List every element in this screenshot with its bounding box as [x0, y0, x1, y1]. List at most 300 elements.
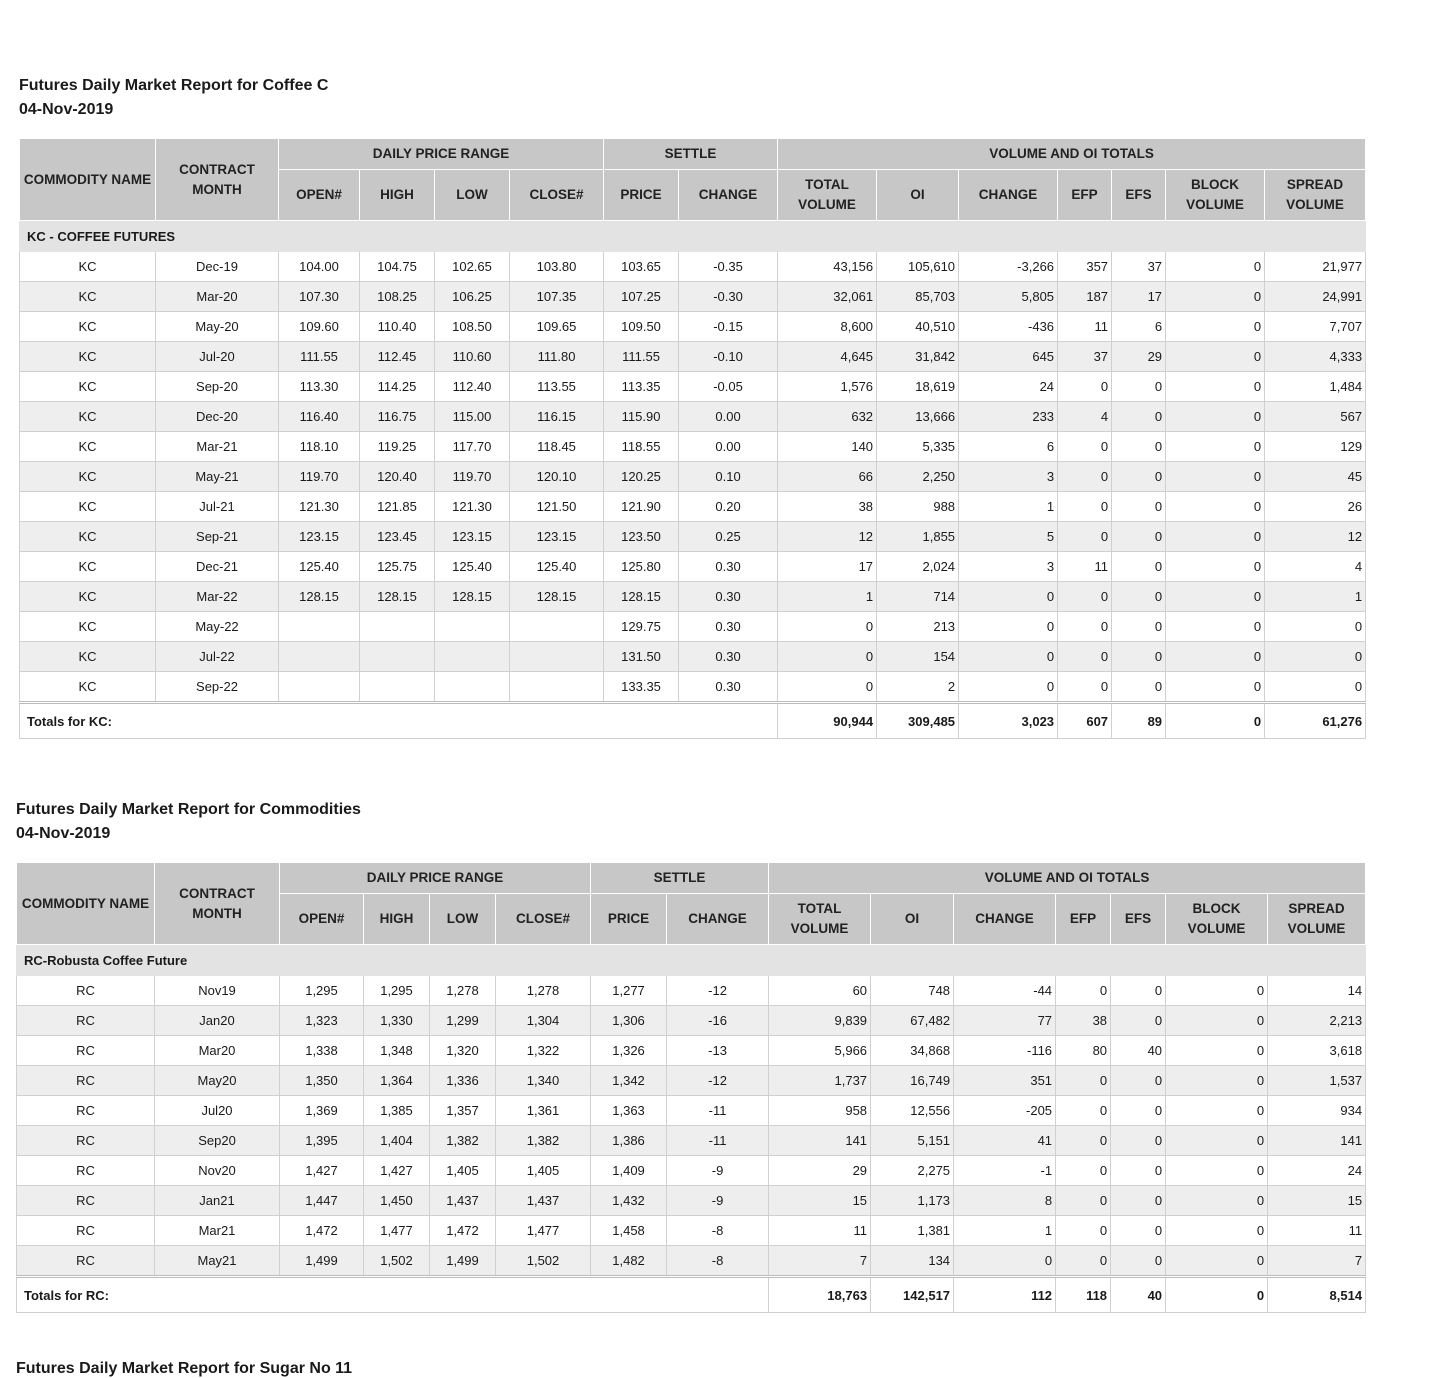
cell-efs: 0 [1112, 582, 1166, 612]
cell-total-volume: 43,156 [778, 252, 877, 282]
cell-oi-change: 0 [959, 612, 1058, 642]
cell-oi-change: -205 [954, 1096, 1056, 1126]
cell-efp: 80 [1056, 1036, 1111, 1066]
header-total-volume: TOTAL VOLUME [769, 894, 871, 945]
cell-settle-price: 1,482 [591, 1246, 667, 1277]
cell-spread-volume: 7 [1268, 1246, 1366, 1277]
cell-close: 125.40 [510, 552, 604, 582]
cell-spread-volume: 0 [1265, 672, 1366, 703]
cell-open [279, 672, 360, 703]
cell-low: 125.40 [435, 552, 510, 582]
cell-spread-volume: 26 [1265, 492, 1366, 522]
cell-spread-volume: 2,213 [1268, 1006, 1366, 1036]
cell-high: 116.75 [360, 402, 435, 432]
cell-close: 103.80 [510, 252, 604, 282]
table-row [17, 1126, 1366, 1156]
cell-efs: 0 [1112, 462, 1166, 492]
header-price: PRICE [604, 170, 679, 221]
table-row [20, 522, 1366, 552]
cell-close [510, 642, 604, 672]
header-oi: OI [871, 894, 954, 945]
cell-oi: 34,868 [871, 1036, 954, 1066]
cell-efs: 0 [1111, 1186, 1166, 1216]
cell-contract-month: Mar-21 [156, 432, 279, 462]
cell-spread-volume: 45 [1265, 462, 1366, 492]
total-efp: 118 [1056, 1277, 1111, 1313]
cell-high: 128.15 [360, 582, 435, 612]
cell-spread-volume: 11 [1268, 1216, 1366, 1246]
cell-close: 1,405 [496, 1156, 591, 1186]
cell-close: 118.45 [510, 432, 604, 462]
cell-commodity: RC [17, 1036, 155, 1066]
cell-oi-change: 0 [959, 672, 1058, 703]
cell-contract-month: Jul-21 [156, 492, 279, 522]
cell-commodity: KC [20, 432, 156, 462]
cell-spread-volume: 1,484 [1265, 372, 1366, 402]
cell-oi: 2,275 [871, 1156, 954, 1186]
cell-total-volume: 0 [778, 642, 877, 672]
cell-efp: 37 [1058, 342, 1112, 372]
cell-settle-change: -8 [667, 1246, 769, 1277]
cell-total-volume: 29 [769, 1156, 871, 1186]
cell-commodity: RC [17, 1066, 155, 1096]
cell-oi: 12,556 [871, 1096, 954, 1126]
cell-open: 1,323 [280, 1006, 364, 1036]
commodities-table [16, 862, 1366, 1313]
cell-high: 110.40 [360, 312, 435, 342]
total-total-volume: 90,944 [778, 703, 877, 739]
cell-spread-volume: 567 [1265, 402, 1366, 432]
cell-total-volume: 958 [769, 1096, 871, 1126]
cell-settle-change: -9 [667, 1186, 769, 1216]
cell-total-volume: 66 [778, 462, 877, 492]
header-commodity-name: COMMODITY NAME [20, 139, 156, 221]
cell-low: 121.30 [435, 492, 510, 522]
cell-oi-change: 0 [959, 582, 1058, 612]
cell-commodity: KC [20, 282, 156, 312]
cell-close [510, 612, 604, 642]
cell-efp: 0 [1056, 1246, 1111, 1277]
cell-total-volume: 8,600 [778, 312, 877, 342]
cell-close: 109.65 [510, 312, 604, 342]
cell-open: 128.15 [279, 582, 360, 612]
cell-contract-month: Jul20 [155, 1096, 280, 1126]
cell-settle-price: 1,458 [591, 1216, 667, 1246]
cell-efs: 0 [1112, 642, 1166, 672]
cell-contract-month: Nov19 [155, 976, 280, 1006]
cell-commodity: RC [17, 1006, 155, 1036]
cell-block-volume: 0 [1166, 1246, 1268, 1277]
cell-low: 1,336 [430, 1066, 496, 1096]
cell-spread-volume: 129 [1265, 432, 1366, 462]
cell-efs: 29 [1112, 342, 1166, 372]
cell-settle-price: 1,306 [591, 1006, 667, 1036]
cell-low: 1,472 [430, 1216, 496, 1246]
cell-contract-month: Jan20 [155, 1006, 280, 1036]
cell-high: 104.75 [360, 252, 435, 282]
cell-low: 1,299 [430, 1006, 496, 1036]
cell-low: 115.00 [435, 402, 510, 432]
cell-efp: 0 [1058, 462, 1112, 492]
cell-contract-month: May-20 [156, 312, 279, 342]
cell-total-volume: 9,839 [769, 1006, 871, 1036]
cell-high: 1,404 [364, 1126, 430, 1156]
table-row [17, 1036, 1366, 1066]
cell-close: 111.80 [510, 342, 604, 372]
cell-efs: 0 [1111, 1126, 1166, 1156]
cell-total-volume: 38 [778, 492, 877, 522]
header-spread-volume: SPREAD VOLUME [1265, 170, 1366, 221]
cell-oi-change: 3 [959, 552, 1058, 582]
cell-high [360, 642, 435, 672]
total-spread-volume: 8,514 [1268, 1277, 1366, 1313]
totals-label: Totals for RC: [17, 1277, 769, 1313]
cell-commodity: KC [20, 672, 156, 703]
total-spread-volume: 61,276 [1265, 703, 1366, 739]
header-price: PRICE [591, 894, 667, 945]
cell-oi: 16,749 [871, 1066, 954, 1096]
cell-efs: 0 [1111, 976, 1166, 1006]
header-contract-month: CONTRACT MONTH [156, 139, 279, 221]
table-row [20, 252, 1366, 282]
cell-commodity: KC [20, 552, 156, 582]
cell-total-volume: 17 [778, 552, 877, 582]
cell-close: 116.15 [510, 402, 604, 432]
cell-spread-volume: 7,707 [1265, 312, 1366, 342]
cell-oi-change: 24 [959, 372, 1058, 402]
cell-open: 116.40 [279, 402, 360, 432]
table-row [20, 402, 1366, 432]
cell-settle-price: 1,342 [591, 1066, 667, 1096]
cell-block-volume: 0 [1166, 1126, 1268, 1156]
cell-low: 108.50 [435, 312, 510, 342]
cell-open: 1,350 [280, 1066, 364, 1096]
cell-oi: 988 [877, 492, 959, 522]
cell-settle-price: 133.35 [604, 672, 679, 703]
cell-block-volume: 0 [1166, 1186, 1268, 1216]
cell-low: 1,437 [430, 1186, 496, 1216]
cell-open [279, 612, 360, 642]
cell-efs: 0 [1111, 1096, 1166, 1126]
cell-block-volume: 0 [1166, 672, 1265, 703]
cell-total-volume: 140 [778, 432, 877, 462]
cell-efs: 0 [1111, 1006, 1166, 1036]
cell-efs: 0 [1112, 672, 1166, 703]
cell-spread-volume: 15 [1268, 1186, 1366, 1216]
cell-low [435, 672, 510, 703]
cell-commodity: RC [17, 1156, 155, 1186]
totals-label: Totals for KC: [20, 703, 778, 739]
table-row [17, 976, 1366, 1006]
cell-commodity: KC [20, 582, 156, 612]
header-settle: SETTLE [604, 139, 778, 170]
cell-commodity: KC [20, 342, 156, 372]
cell-block-volume: 0 [1166, 1066, 1268, 1096]
header-commodity-name: COMMODITY NAME [17, 863, 155, 945]
section-row [17, 945, 1366, 976]
cell-block-volume: 0 [1166, 642, 1265, 672]
cell-spread-volume: 4,333 [1265, 342, 1366, 372]
cell-efp: 0 [1056, 1156, 1111, 1186]
cell-settle-price: 123.50 [604, 522, 679, 552]
cell-contract-month: Mar20 [155, 1036, 280, 1066]
cell-oi: 105,610 [877, 252, 959, 282]
table-row [17, 1246, 1366, 1277]
table-row [20, 282, 1366, 312]
cell-commodity: KC [20, 492, 156, 522]
cell-efp: 0 [1056, 976, 1111, 1006]
cell-contract-month: Jan21 [155, 1186, 280, 1216]
cell-oi: 714 [877, 582, 959, 612]
cell-settle-change: -0.35 [679, 252, 778, 282]
cell-contract-month: May21 [155, 1246, 280, 1277]
cell-block-volume: 0 [1166, 1096, 1268, 1126]
cell-block-volume: 0 [1166, 1036, 1268, 1066]
cell-open: 1,499 [280, 1246, 364, 1277]
cell-settle-price: 129.75 [604, 612, 679, 642]
cell-open: 1,427 [280, 1156, 364, 1186]
cell-efp: 357 [1058, 252, 1112, 282]
cell-low: 123.15 [435, 522, 510, 552]
cell-open: 1,369 [280, 1096, 364, 1126]
cell-open: 118.10 [279, 432, 360, 462]
header-change: CHANGE [679, 170, 778, 221]
cell-efs: 0 [1112, 552, 1166, 582]
total-oi: 309,485 [877, 703, 959, 739]
commodities-report [16, 798, 1366, 1313]
cell-commodity: RC [17, 1126, 155, 1156]
table-row [20, 552, 1366, 582]
cell-oi-change: 5,805 [959, 282, 1058, 312]
cell-efp: 0 [1058, 612, 1112, 642]
cell-settle-price: 118.55 [604, 432, 679, 462]
header-daily-price-range: DAILY PRICE RANGE [279, 139, 604, 170]
cell-spread-volume: 24,991 [1265, 282, 1366, 312]
cell-settle-change: -0.10 [679, 342, 778, 372]
cell-efp: 0 [1058, 642, 1112, 672]
cell-efp: 38 [1056, 1006, 1111, 1036]
cell-oi-change: 645 [959, 342, 1058, 372]
header-block-volume: BLOCK VOLUME [1166, 894, 1268, 945]
report-date: 04-Nov-2019 [16, 825, 111, 842]
cell-settle-price: 131.50 [604, 642, 679, 672]
cell-low: 110.60 [435, 342, 510, 372]
cell-high: 120.40 [360, 462, 435, 492]
cell-oi: 2,250 [877, 462, 959, 492]
cell-oi-change: 233 [959, 402, 1058, 432]
cell-high: 1,450 [364, 1186, 430, 1216]
cell-spread-volume: 1,537 [1268, 1066, 1366, 1096]
cell-settle-change: -8 [667, 1216, 769, 1246]
cell-contract-month: Sep-20 [156, 372, 279, 402]
cell-oi-change: -44 [954, 976, 1056, 1006]
cell-oi: 154 [877, 642, 959, 672]
cell-open: 111.55 [279, 342, 360, 372]
cell-oi: 1,855 [877, 522, 959, 552]
cell-oi: 18,619 [877, 372, 959, 402]
cell-high: 112.45 [360, 342, 435, 372]
cell-low: 102.65 [435, 252, 510, 282]
cell-contract-month: Dec-21 [156, 552, 279, 582]
total-oi-change: 112 [954, 1277, 1056, 1313]
cell-total-volume: 1,576 [778, 372, 877, 402]
cell-settle-change: -0.30 [679, 282, 778, 312]
cell-close: 1,361 [496, 1096, 591, 1126]
cell-open: 1,295 [280, 976, 364, 1006]
cell-efs: 17 [1112, 282, 1166, 312]
cell-oi-change: 6 [959, 432, 1058, 462]
table-row [17, 1066, 1366, 1096]
cell-high: 1,502 [364, 1246, 430, 1277]
cell-commodity: RC [17, 1186, 155, 1216]
header-oi-change: CHANGE [954, 894, 1056, 945]
cell-contract-month: Mar-22 [156, 582, 279, 612]
totals-row [20, 703, 1366, 739]
cell-efs: 0 [1111, 1216, 1166, 1246]
cell-low: 1,320 [430, 1036, 496, 1066]
cell-high: 121.85 [360, 492, 435, 522]
cell-settle-price: 1,363 [591, 1096, 667, 1126]
cell-block-volume: 0 [1166, 612, 1265, 642]
table-row [17, 1216, 1366, 1246]
cell-oi: 2,024 [877, 552, 959, 582]
cell-total-volume: 0 [778, 612, 877, 642]
cell-settle-change: 0.30 [679, 672, 778, 703]
cell-open: 104.00 [279, 252, 360, 282]
header-change: CHANGE [667, 894, 769, 945]
cell-commodity: RC [17, 1096, 155, 1126]
cell-high: 1,385 [364, 1096, 430, 1126]
cell-open: 107.30 [279, 282, 360, 312]
cell-settle-change: 0.00 [679, 402, 778, 432]
header-daily-price-range: DAILY PRICE RANGE [280, 863, 591, 894]
cell-efs: 0 [1111, 1066, 1166, 1096]
cell-commodity: KC [20, 612, 156, 642]
cell-oi: 67,482 [871, 1006, 954, 1036]
cell-close: 128.15 [510, 582, 604, 612]
cell-total-volume: 141 [769, 1126, 871, 1156]
cell-settle-price: 1,409 [591, 1156, 667, 1186]
table-row [20, 432, 1366, 462]
cell-oi-change: 3 [959, 462, 1058, 492]
cell-efs: 0 [1111, 1246, 1166, 1277]
cell-contract-month: Sep-21 [156, 522, 279, 552]
cell-oi-change: -436 [959, 312, 1058, 342]
table-row [20, 372, 1366, 402]
cell-oi-change: 41 [954, 1126, 1056, 1156]
cell-high: 123.45 [360, 522, 435, 552]
table-row [20, 642, 1366, 672]
cell-oi: 13,666 [877, 402, 959, 432]
cell-close: 1,322 [496, 1036, 591, 1066]
cell-high: 1,330 [364, 1006, 430, 1036]
cell-block-volume: 0 [1166, 522, 1265, 552]
cell-total-volume: 12 [778, 522, 877, 552]
cell-contract-month: May-22 [156, 612, 279, 642]
total-block-volume: 0 [1166, 703, 1265, 739]
cell-open: 113.30 [279, 372, 360, 402]
cell-settle-change: -0.05 [679, 372, 778, 402]
cell-commodity: RC [17, 976, 155, 1006]
cell-settle-price: 103.65 [604, 252, 679, 282]
cell-close: 121.50 [510, 492, 604, 522]
cell-block-volume: 0 [1166, 1216, 1268, 1246]
cell-close [510, 672, 604, 703]
cell-low: 117.70 [435, 432, 510, 462]
cell-commodity: RC [17, 1246, 155, 1277]
cell-spread-volume: 14 [1268, 976, 1366, 1006]
cell-total-volume: 632 [778, 402, 877, 432]
cell-close: 1,278 [496, 976, 591, 1006]
cell-commodity: RC [17, 1216, 155, 1246]
header-volume-oi-totals: VOLUME AND OI TOTALS [769, 863, 1366, 894]
cell-settle-change: -11 [667, 1126, 769, 1156]
cell-settle-price: 1,386 [591, 1126, 667, 1156]
cell-low: 1,405 [430, 1156, 496, 1186]
cell-settle-change: -11 [667, 1096, 769, 1126]
cell-contract-month: Jul-22 [156, 642, 279, 672]
cell-settle-price: 1,277 [591, 976, 667, 1006]
cell-commodity: KC [20, 312, 156, 342]
header-efs: EFS [1112, 170, 1166, 221]
cell-settle-change: -9 [667, 1156, 769, 1186]
cell-block-volume: 0 [1166, 282, 1265, 312]
total-efs: 40 [1111, 1277, 1166, 1313]
cell-close: 1,304 [496, 1006, 591, 1036]
cell-oi: 1,173 [871, 1186, 954, 1216]
cell-open: 119.70 [279, 462, 360, 492]
cell-settle-change: 0.20 [679, 492, 778, 522]
cell-efp: 11 [1058, 312, 1112, 342]
header-spread-volume: SPREAD VOLUME [1268, 894, 1366, 945]
cell-low: 1,278 [430, 976, 496, 1006]
header-open: OPEN# [280, 894, 364, 945]
cell-oi-change: 0 [959, 642, 1058, 672]
cell-settle-change: -13 [667, 1036, 769, 1066]
cell-spread-volume: 4 [1265, 552, 1366, 582]
cell-commodity: KC [20, 462, 156, 492]
cell-oi: 31,842 [877, 342, 959, 372]
cell-spread-volume: 24 [1268, 1156, 1366, 1186]
cell-high: 125.75 [360, 552, 435, 582]
cell-block-volume: 0 [1166, 402, 1265, 432]
coffee-c-table [19, 138, 1366, 739]
header-total-volume: TOTAL VOLUME [778, 170, 877, 221]
cell-contract-month: May20 [155, 1066, 280, 1096]
header-open: OPEN# [279, 170, 360, 221]
total-oi-change: 3,023 [959, 703, 1058, 739]
cell-total-volume: 5,966 [769, 1036, 871, 1066]
cell-settle-change: -16 [667, 1006, 769, 1036]
total-block-volume: 0 [1166, 1277, 1268, 1313]
cell-total-volume: 11 [769, 1216, 871, 1246]
cell-block-volume: 0 [1166, 492, 1265, 522]
cell-low: 1,382 [430, 1126, 496, 1156]
cell-open: 125.40 [279, 552, 360, 582]
cell-settle-change: 0.10 [679, 462, 778, 492]
cell-high [360, 672, 435, 703]
cell-efp: 4 [1058, 402, 1112, 432]
table-row [20, 312, 1366, 342]
cell-efp: 187 [1058, 282, 1112, 312]
header-efp: EFP [1056, 894, 1111, 945]
cell-close: 1,437 [496, 1186, 591, 1216]
header-block-volume: BLOCK VOLUME [1166, 170, 1265, 221]
cell-open: 1,338 [280, 1036, 364, 1066]
header-efs: EFS [1111, 894, 1166, 945]
cell-oi: 85,703 [877, 282, 959, 312]
cell-efs: 0 [1112, 492, 1166, 522]
